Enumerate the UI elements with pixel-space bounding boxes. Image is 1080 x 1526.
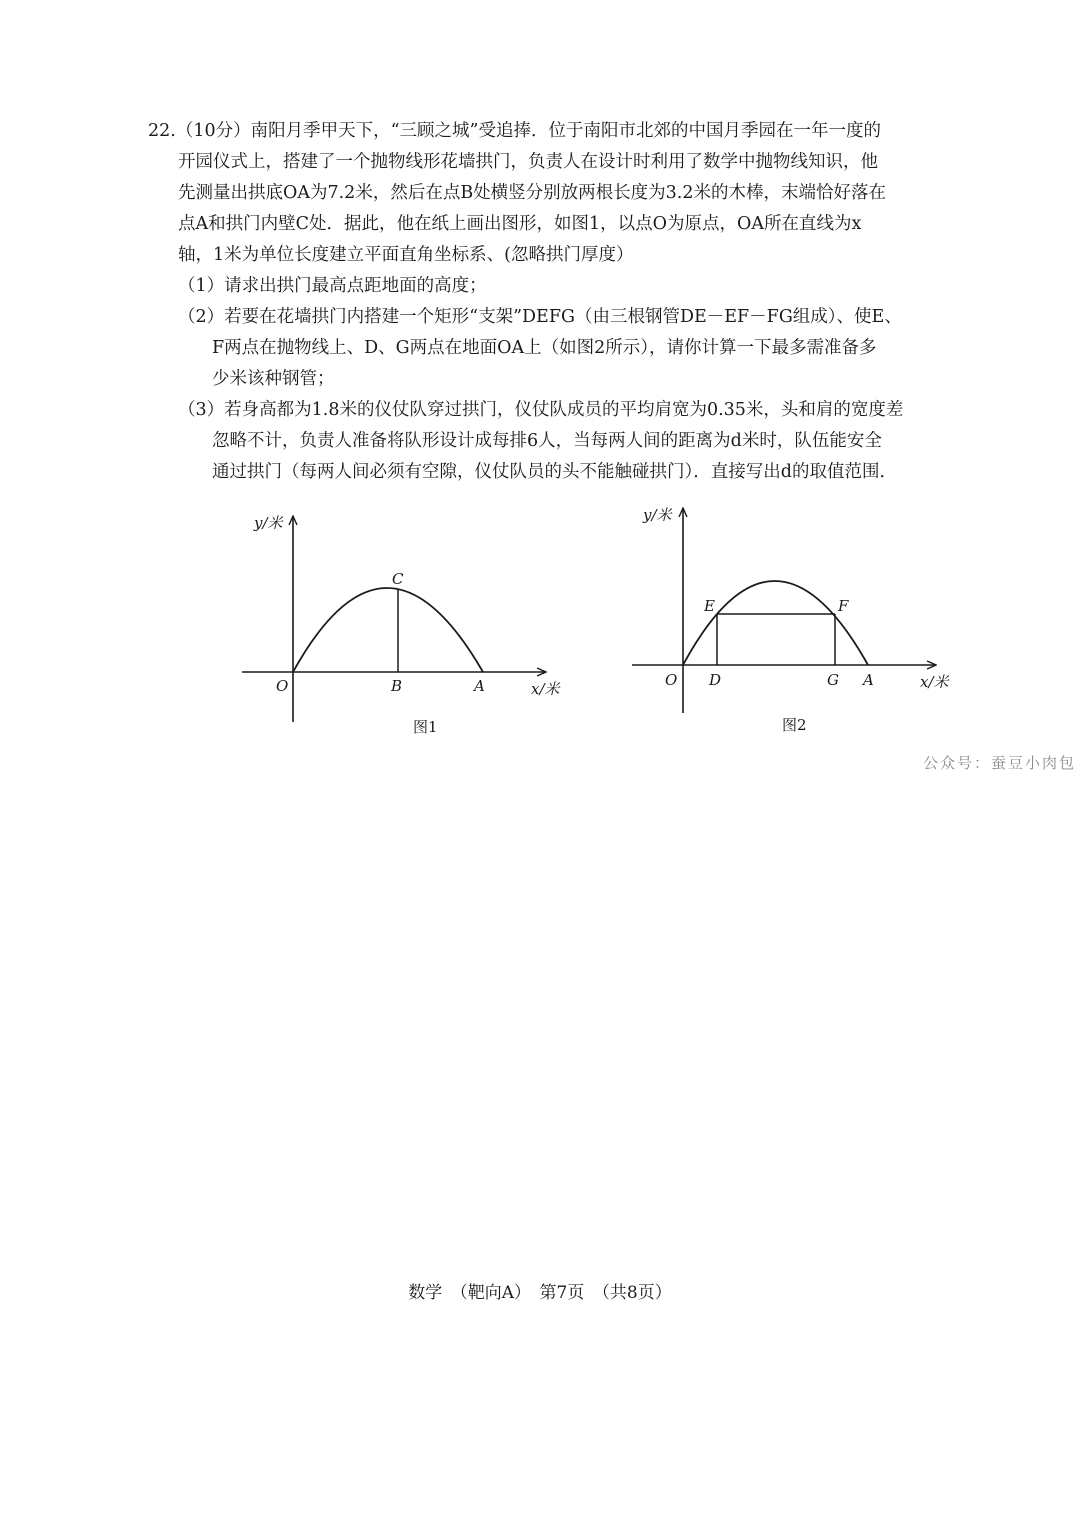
fig1-origin-label: O (276, 677, 289, 695)
fig2-label-g: G (827, 671, 839, 689)
fig1-parabola (293, 588, 483, 672)
problem-22 (148, 116, 968, 488)
fig2-parabola (683, 581, 868, 665)
question-2-line-3: 少米该种钢管； (212, 369, 335, 389)
problem-line-4: 点A和拱门内壁C处．据此，他在纸上画出图形，如图1，以点O为原点，OA所在直线为x (178, 214, 862, 234)
figure-1-caption: 图1 (413, 718, 438, 736)
question-2-line-1: （2）若要在花墙拱门内搭建一个矩形“支架”DEFG（由三根钢管DE－EF－FG组成）、使E、 (178, 307, 902, 327)
problem-line-2: 开园仪式上，搭建了一个抛物线形花墙拱门，负责人在设计时利用了数学中抛物线知识，他 (178, 152, 878, 172)
fig1-label-c: C (392, 570, 404, 588)
fig2-label-f: F (838, 597, 849, 615)
fig2-y-label: y/米 (643, 506, 672, 524)
fig1-label-a: A (474, 677, 485, 695)
watermark: 公众号：蚕豆小肉包 (922, 754, 1076, 772)
figure-2-caption: 图2 (782, 716, 807, 734)
problem-line-5: 轴，1米为单位长度建立平面直角坐标系、(忽略拱门厚度） (178, 245, 634, 265)
problem-line-3: 先测量出拱底OA为7.2米，然后在点B处横竖分别放两根长度为3.2米的木棒，末端恰好落在 (178, 183, 887, 203)
question-3-line-3: 通过拱门（每两人间必须有空隙，仪仗队员的头不能触碰拱门）．直接写出d的取值范围． (212, 462, 897, 482)
fig1-y-label: y/米 (254, 514, 283, 532)
fig2-label-a: A (863, 671, 874, 689)
fig2-origin-label: O (665, 671, 678, 689)
fig1-x-label: x/米 (531, 680, 560, 698)
question-1: （1）请求出拱门最高点距地面的高度； (178, 276, 487, 296)
question-2-line-2: F两点在抛物线上、D、G两点在地面OA上（如图2所示），请你计算一下最多需准备多 (212, 338, 877, 358)
page-footer: 数学 （靶向A） 第7页 （共8页） (408, 1283, 672, 1303)
question-3-line-1: （3）若身高都为1.8米的仪仗队穿过拱门，仪仗队成员的平均肩宽为0.35米，头和肩的宽度差 (178, 400, 904, 420)
fig2-label-e: E (704, 597, 715, 615)
question-3-line-2: 忽略不计，负责人准备将队形设计成每排6人，当每两人间的距离为d米时，队伍能安全 (212, 431, 882, 451)
fig2-x-label: x/米 (920, 673, 949, 691)
fig2-label-d: D (709, 671, 722, 689)
problem-line-1: 22.（10分）南阳月季甲天下，“三顾之城”受追捧．位于南阳市北郊的中国月季园在一年一度的 (148, 121, 881, 141)
fig1-label-b: B (391, 677, 403, 695)
